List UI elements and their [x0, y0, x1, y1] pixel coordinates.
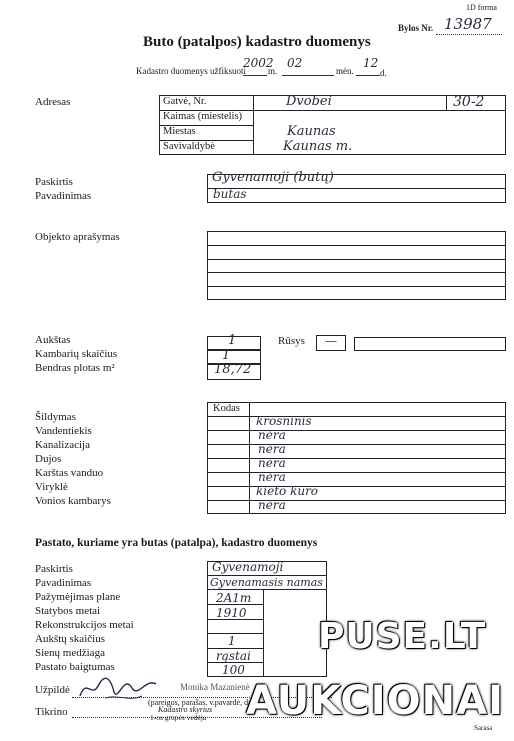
description-box [207, 231, 506, 300]
construction-year-label: Statybos metai [35, 605, 101, 617]
address-street-value: Dvobei [286, 94, 332, 109]
building-section-title: Pastato, kuriame yra butas (patalpa), kadastro duomenys [35, 537, 318, 549]
heating-label: Šildymas [35, 411, 76, 423]
gas-value: nėra [258, 456, 286, 470]
gas-label: Dujos [35, 453, 62, 465]
address-city-value: Kaunas [287, 124, 336, 139]
address-number-value: 30-2 [453, 94, 485, 110]
bathroom-value: nėra [258, 498, 286, 512]
water-supply-label: Vandentiekis [35, 425, 92, 437]
fixed-year: 2002 [243, 56, 274, 70]
basement-extra-box [354, 337, 506, 351]
stove-label: Viryklė [35, 481, 68, 493]
address-label: Adresas [35, 96, 71, 108]
hot-water-label: Karštas vanduo [35, 467, 104, 479]
watermark-line-1: PUSE.LT [318, 616, 487, 657]
address-municipality-label: Savivaldybė [163, 141, 215, 152]
wall-material-value: rąstai [216, 649, 251, 663]
corner-mark: Sarasa [474, 724, 493, 732]
rooms-label: Kambarių skaičius [35, 348, 118, 360]
fixed-label: Kadastro duomenys užfiksuoti [136, 66, 246, 76]
inspector-name: Monika Mazanienė [180, 682, 250, 692]
floors-count-label: Aukštų skaičius [35, 633, 105, 645]
water-supply-value: nėra [258, 428, 286, 442]
building-name-label: Pavadinimas [35, 577, 92, 589]
sewerage-label: Kanalizacija [35, 439, 90, 451]
floor-label: Aukštas [35, 334, 71, 346]
address-village-label: Kaimas (miestelis) [163, 111, 243, 122]
stamp-line-2: 1-os grupės vedėja [150, 713, 207, 722]
heating-value: krosninis [256, 414, 312, 428]
rooms-value: 1 [222, 348, 231, 363]
floors-count-value: 1 [228, 634, 236, 648]
page-title: Buto (patalpos) kadastro duomenys [143, 34, 371, 50]
purpose-value: Gyvenamoji (butų) [212, 170, 334, 185]
basement-label: Rūsys [278, 335, 305, 347]
bathroom-label: Vonios kambarys [35, 495, 111, 507]
name-value: butas [213, 187, 247, 201]
construction-year-value: 1910 [216, 606, 247, 620]
code-header: Kodas [213, 403, 240, 414]
stamp-line-1: Kadastro skyrius [158, 705, 213, 714]
plan-mark-label: Pažymėjimas plane [35, 591, 121, 603]
watermark-line-2: AUKCIONAI [246, 678, 504, 724]
wall-material-label: Sienų medžiaga [35, 647, 105, 659]
address-municipality-value: Kaunas m. [283, 139, 353, 154]
building-purpose-value: Gyvenamoji [212, 560, 284, 574]
building-purpose-label: Paskirtis [35, 563, 73, 575]
hot-water-value: nėra [258, 470, 286, 484]
d-label: d. [380, 68, 387, 78]
address-city-label: Miestas [163, 126, 196, 137]
m-label: m. [268, 66, 278, 76]
form-id: 1D forma [466, 3, 497, 12]
fixed-month: 02 [287, 56, 303, 70]
signature-caption: (pareigos, parašas, v.pavardė, data) [148, 698, 261, 707]
fixed-day: 12 [363, 56, 379, 70]
plan-mark-value: 2A1m [216, 591, 252, 605]
men-label: mėn. [336, 66, 354, 76]
case-number-value: 13987 [444, 15, 492, 33]
checked-by-label: Tikrino [35, 706, 68, 718]
description-label: Objekto aprašymas [35, 231, 120, 243]
area-label: Bendras plotas m² [35, 362, 115, 374]
floor-value: 1 [228, 333, 237, 348]
basement-value: — [325, 334, 337, 348]
case-number-label: Bylos Nr. [398, 23, 434, 33]
purpose-label: Paskirtis [35, 176, 73, 188]
stove-value: kieto kuro [256, 484, 319, 498]
completion-label: Pastato baigtumas [35, 661, 115, 673]
area-value: 18,72 [214, 362, 252, 377]
reconstruction-year-label: Rekonstrukcijos metai [35, 619, 134, 631]
building-name-value: Gyvenamasis namas [210, 576, 323, 589]
name-label: Pavadinimas [35, 190, 92, 202]
filled-by-label: Užpildė [35, 684, 70, 696]
completion-value: 100 [222, 663, 245, 677]
address-street-label: Gatvė, Nr. [163, 96, 207, 107]
sewerage-value: nėra [258, 442, 286, 456]
